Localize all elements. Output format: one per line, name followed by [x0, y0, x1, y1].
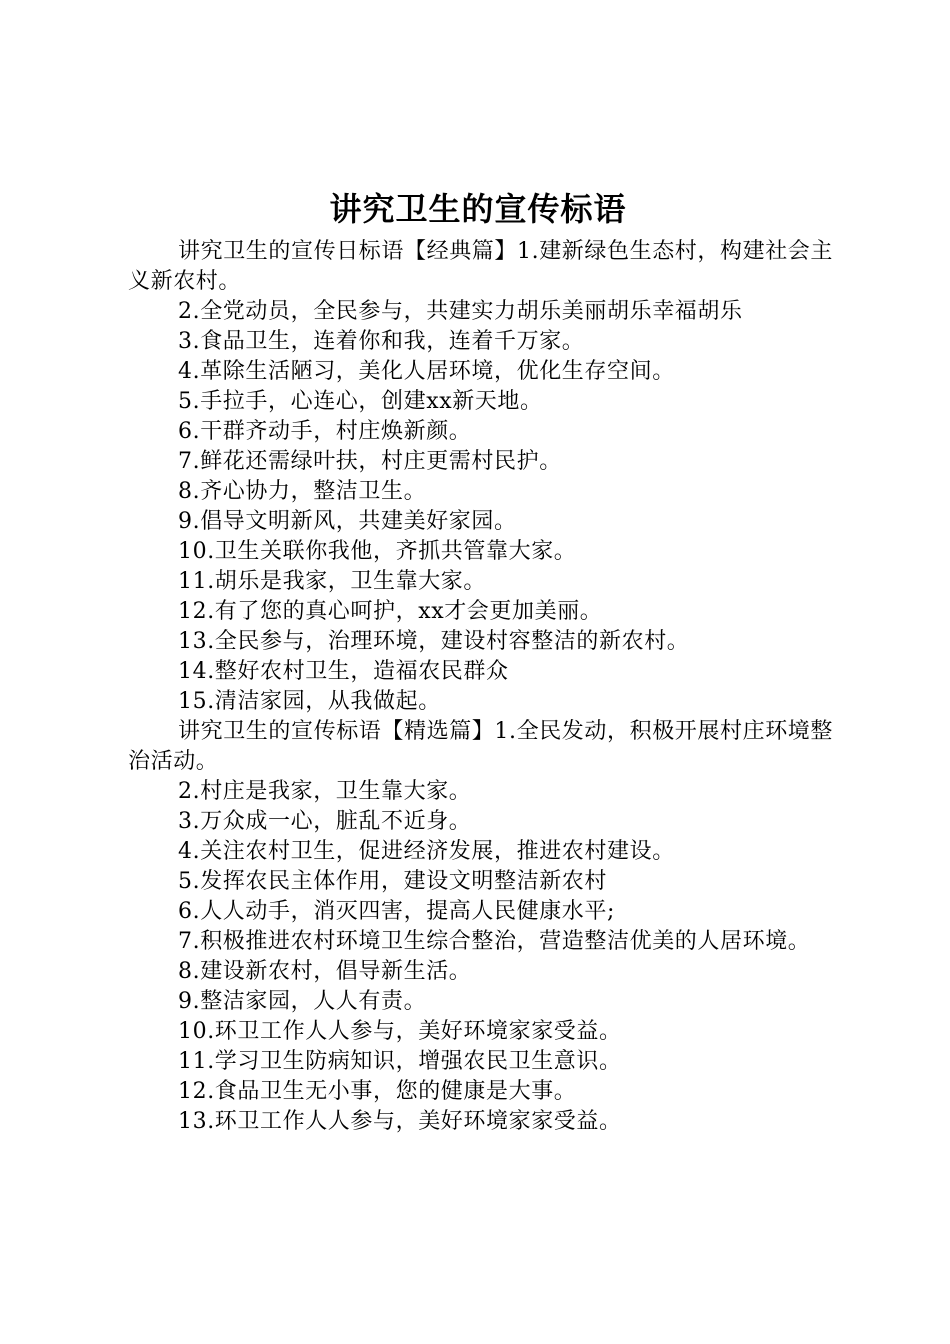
paragraph: 13.全民参与，治理环境，建设村容整洁的新农村。 — [178, 629, 690, 654]
paragraph: 8.建设新农村，倡导新生活。 — [178, 959, 472, 984]
paragraph: 5.手拉手，心连心，创建xx新天地。 — [178, 389, 543, 414]
paragraph: 14.整好农村卫生，造福农民群众 — [178, 659, 509, 684]
paragraph: 2.村庄是我家，卫生靠大家。 — [178, 779, 472, 804]
paragraph: 6.人人动手，消灭四害，提高人民健康水平; — [178, 899, 616, 924]
paragraph: 4.关注农村卫生，促进经济发展，推进农村建设。 — [178, 839, 675, 864]
paragraph: 2.全党动员，全民参与，共建实力胡乐美丽胡乐幸福胡乐 — [178, 299, 743, 324]
paragraph: 7.积极推进农村环境卫生综合整治，营造整洁优美的人居环境。 — [178, 929, 811, 954]
paragraph: 13.环卫工作人人参与，美好环境家家受益。 — [178, 1109, 622, 1134]
paragraph: 11.胡乐是我家，卫生靠大家。 — [178, 569, 486, 594]
document-title: 讲究卫生的宣传标语 — [329, 190, 627, 228]
paragraph: 11.学习卫生防病知识，增强农民卫生意识。 — [178, 1049, 622, 1074]
paragraph: 4.革除生活陋习，美化人居环境，优化生存空间。 — [178, 359, 675, 384]
paragraph: 10.卫生关联你我他，齐抓共管靠大家。 — [178, 539, 577, 564]
paragraph: 10.环卫工作人人参与，美好环境家家受益。 — [178, 1019, 622, 1044]
paragraph: 12.有了您的真心呵护，xx才会更加美丽。 — [178, 599, 603, 624]
paragraph: 讲究卫生的宣传日标语【经典篇】1.建新绿色生态村，构建社会主义新农村。 — [128, 239, 833, 294]
document-body — [128, 237, 834, 1137]
paragraph: 5.发挥农民主体作用，建设文明整洁新农村 — [178, 869, 607, 894]
paragraph: 15.清洁家园，从我做起。 — [178, 689, 441, 714]
paragraph: 讲究卫生的宣传标语【精选篇】1.全民发动，积极开展村庄环境整治活动。 — [128, 719, 833, 774]
paragraph: 3.食品卫生，连着你和我，连着千万家。 — [178, 329, 585, 354]
paragraph: 9.整洁家园，人人有责。 — [178, 989, 427, 1014]
paragraph: 3.万众成一心，脏乱不近身。 — [178, 809, 472, 834]
paragraph: 8.齐心协力，整洁卫生。 — [178, 479, 427, 504]
paragraph: 7.鲜花还需绿叶扶，村庄更需村民护。 — [178, 449, 562, 474]
paragraph: 12.食品卫生无小事，您的健康是大事。 — [178, 1079, 577, 1104]
paragraph: 6.干群齐动手，村庄焕新颜。 — [178, 419, 472, 444]
paragraph: 9.倡导文明新风，共建美好家园。 — [178, 509, 517, 534]
